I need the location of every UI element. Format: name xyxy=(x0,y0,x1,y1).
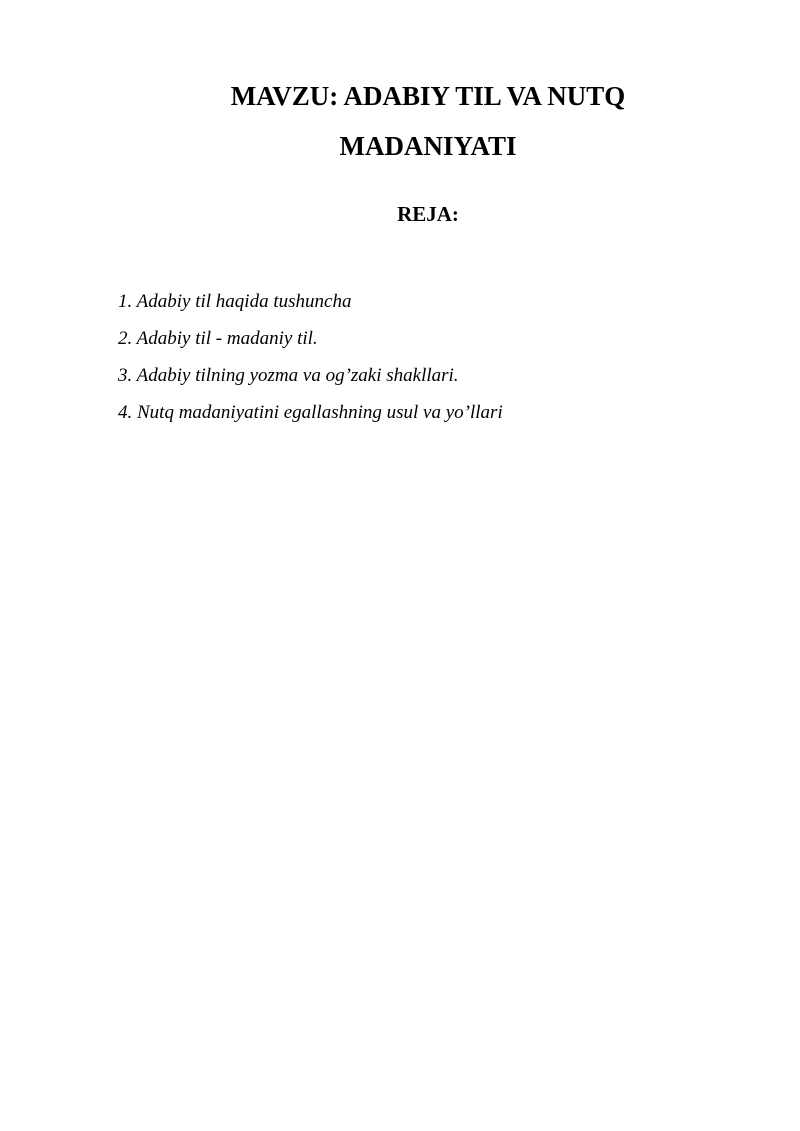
plan-item-1: 1. Adabiy til haqida tushuncha xyxy=(118,291,352,312)
plan-list xyxy=(118,288,503,436)
page-title-line-1: MAVZU: ADABIY TIL VA NUTQ xyxy=(230,81,626,111)
plan-item-4: 4. Nutq madaniyatini egallashning usul va yo’llari xyxy=(118,402,503,423)
plan-item-3: 3. Adabiy tilning yozma va og’zaki shakllari. xyxy=(118,365,459,386)
plan-heading: REJA: xyxy=(397,202,459,226)
page-title-line-2: MADANIYATI xyxy=(339,131,517,161)
plan-item-2: 2. Adabiy til - madaniy til. xyxy=(118,328,318,349)
